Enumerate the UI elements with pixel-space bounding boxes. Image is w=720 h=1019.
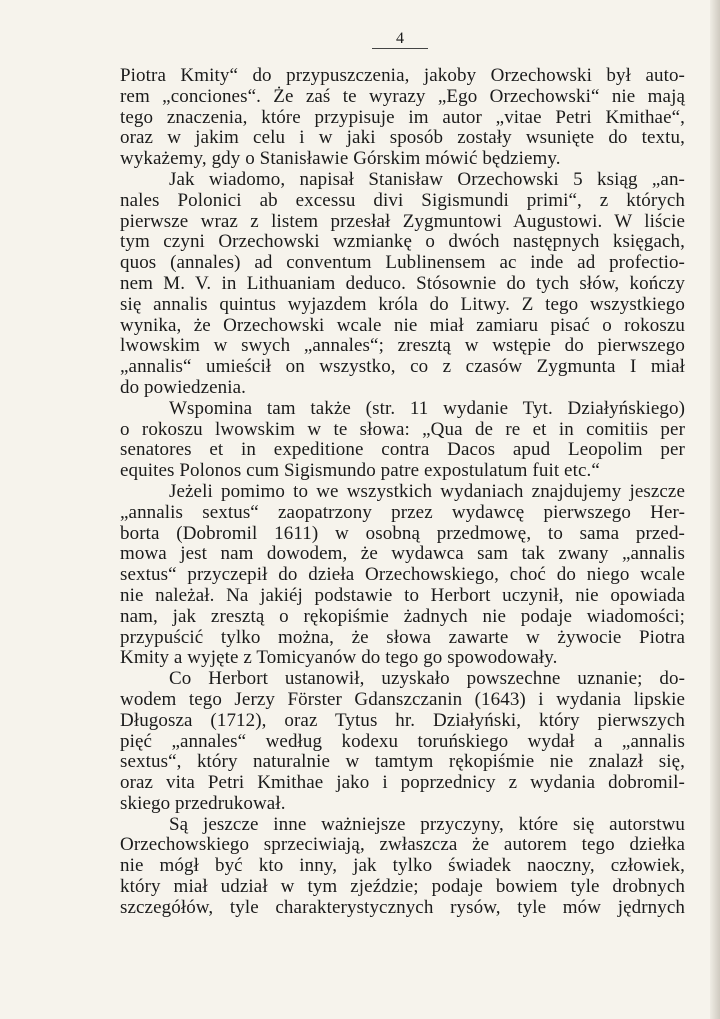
text-line: tego znaczenia, które przypisuje im autor „vitae Petri Kmithae“, bbox=[120, 106, 685, 128]
text-line: Są jeszcze inne ważniejsze przyczyny, które się autorstwu bbox=[169, 813, 685, 835]
text-line: quos (annales) ad conventum Lublinensem ac inde ad profectio- bbox=[120, 252, 685, 274]
text-line: wykażemy, gdy o Stanisławie Górskim mówić będziemy. bbox=[120, 148, 561, 170]
text-line: sextus“, który naturalnie w tamtym rękopiśmie nie znalazł się, bbox=[120, 751, 685, 773]
text-line: equites Polonos cum Sigismundo patre expostulatum fuit etc.“ bbox=[120, 460, 600, 482]
text-line: nie mógł być kto inny, jak tylko świadek naoczny, człowiek, bbox=[120, 855, 685, 877]
text-line: który miał udział w tym zjeździe; podaje bowiem tyle drobnych bbox=[120, 876, 685, 898]
text-line: nam, jak zresztą o rękopiśmie żadnych nie podaje wiadomości; bbox=[120, 605, 685, 627]
page-number-header bbox=[380, 28, 420, 48]
text-line: się annalis quintus wyjazdem króla do Litwy. Z tego wszystkiego bbox=[120, 293, 685, 315]
text-line: do powiedzenia. bbox=[120, 376, 247, 398]
text-line: Co Herbort ustanowił, uzyskało powszechne uznanie; do- bbox=[169, 668, 685, 690]
text-line: oraz vita Petri Kmithae jako i poprzednicy z wydania dobromil- bbox=[120, 772, 685, 794]
text-line: senatores et in expeditione contra Dacos apud Leopolim per bbox=[120, 439, 685, 461]
text-line: Piotra Kmity“ do przypuszczenia, jakoby Orzechowski był auto- bbox=[120, 65, 685, 86]
text-line: borta (Dobromil 1611) w osobną przedmowę, to sama przed- bbox=[120, 522, 685, 544]
text-line: nales Polonici ab excessu divi Sigismundi primi“, z których bbox=[120, 189, 685, 211]
text-line: Orzechowskiego sprzeciwiają, zwłaszcza że autorem tego dziełka bbox=[120, 834, 685, 856]
page-number: 4 bbox=[396, 30, 404, 47]
header-rule bbox=[372, 48, 428, 49]
text-line: nie należał. Na jakiéj podstawie to Herbort uczynił, nie opowiada bbox=[120, 584, 685, 606]
text-line: „annalis“ umieścił on wszystko, co z czasów Zygmunta I miał bbox=[120, 356, 685, 378]
body-text bbox=[120, 66, 685, 919]
text-line: Jeżeli pomimo to we wszystkich wydaniach znajdujemy jeszcze bbox=[169, 480, 685, 502]
text-line: mowa jest nam dowodem, że wydawca sam tak zwany „annalis bbox=[120, 543, 685, 565]
text-line: Kmity a wyjęte z Tomicyanów do tego go spowodowały. bbox=[120, 647, 558, 669]
text-line: wynika, że Orzechowski wcale nie miał zamiaru pisać o rokoszu bbox=[120, 314, 685, 336]
text-line: rem „conciones“. Że zaś te wyrazy „Ego Orzechowski“ nie mają bbox=[120, 85, 685, 107]
text-line: skiego przedrukował. bbox=[120, 792, 286, 814]
text-line: tym czyni Orzechowski wzmiankę o dwóch następnych księgach, bbox=[120, 231, 685, 253]
text-line: pierwsze wraz z listem przesłał Zygmuntowi Augustowi. W liście bbox=[120, 210, 685, 232]
text-line: wodem tego Jerzy Förster Gdanszczanin (1643) i wydania lipskie bbox=[120, 688, 685, 710]
page-edge bbox=[710, 0, 720, 1019]
text-line: Długosza (1712), oraz Tytus hr. Działyński, który pierwszych bbox=[120, 709, 685, 731]
text-line: przypuścić tylko można, że słowa zawarte w żywocie Piotra bbox=[120, 626, 685, 648]
text-line: oraz w jakim celu i w jaki sposób zostały wsunięte do textu, bbox=[120, 127, 685, 149]
text-line: szczegółów, tyle charakterystycznych rysów, tyle mów jędrnych bbox=[120, 896, 685, 918]
text-line: Jak wiadomo, napisał Stanisław Orzechowski 5 ksiąg „an- bbox=[169, 168, 685, 190]
text-line: lwowskim w swych „annales“; zresztą w wstępie do pierwszego bbox=[120, 335, 685, 357]
text-line: Wspomina tam także (str. 11 wydanie Tyt. Działyńskiego) bbox=[169, 397, 685, 419]
text-line: nem M. V. in Lithuaniam deduco. Stósownie do tych słów, kończy bbox=[120, 272, 685, 294]
text-line: „annalis sextus“ zaopatrzony przez wydawcę pierwszego Her- bbox=[120, 501, 685, 523]
text-line: sextus“ przyczepił do dzieła Orzechowskiego, choć do niego wcale bbox=[120, 564, 685, 586]
text-line: pięć „annales“ według kodexu toruńskiego wydał a „annalis bbox=[120, 730, 685, 752]
text-line: o rokoszu lwowskim w te słowa: „Qua de re et in comitiis per bbox=[120, 418, 685, 440]
